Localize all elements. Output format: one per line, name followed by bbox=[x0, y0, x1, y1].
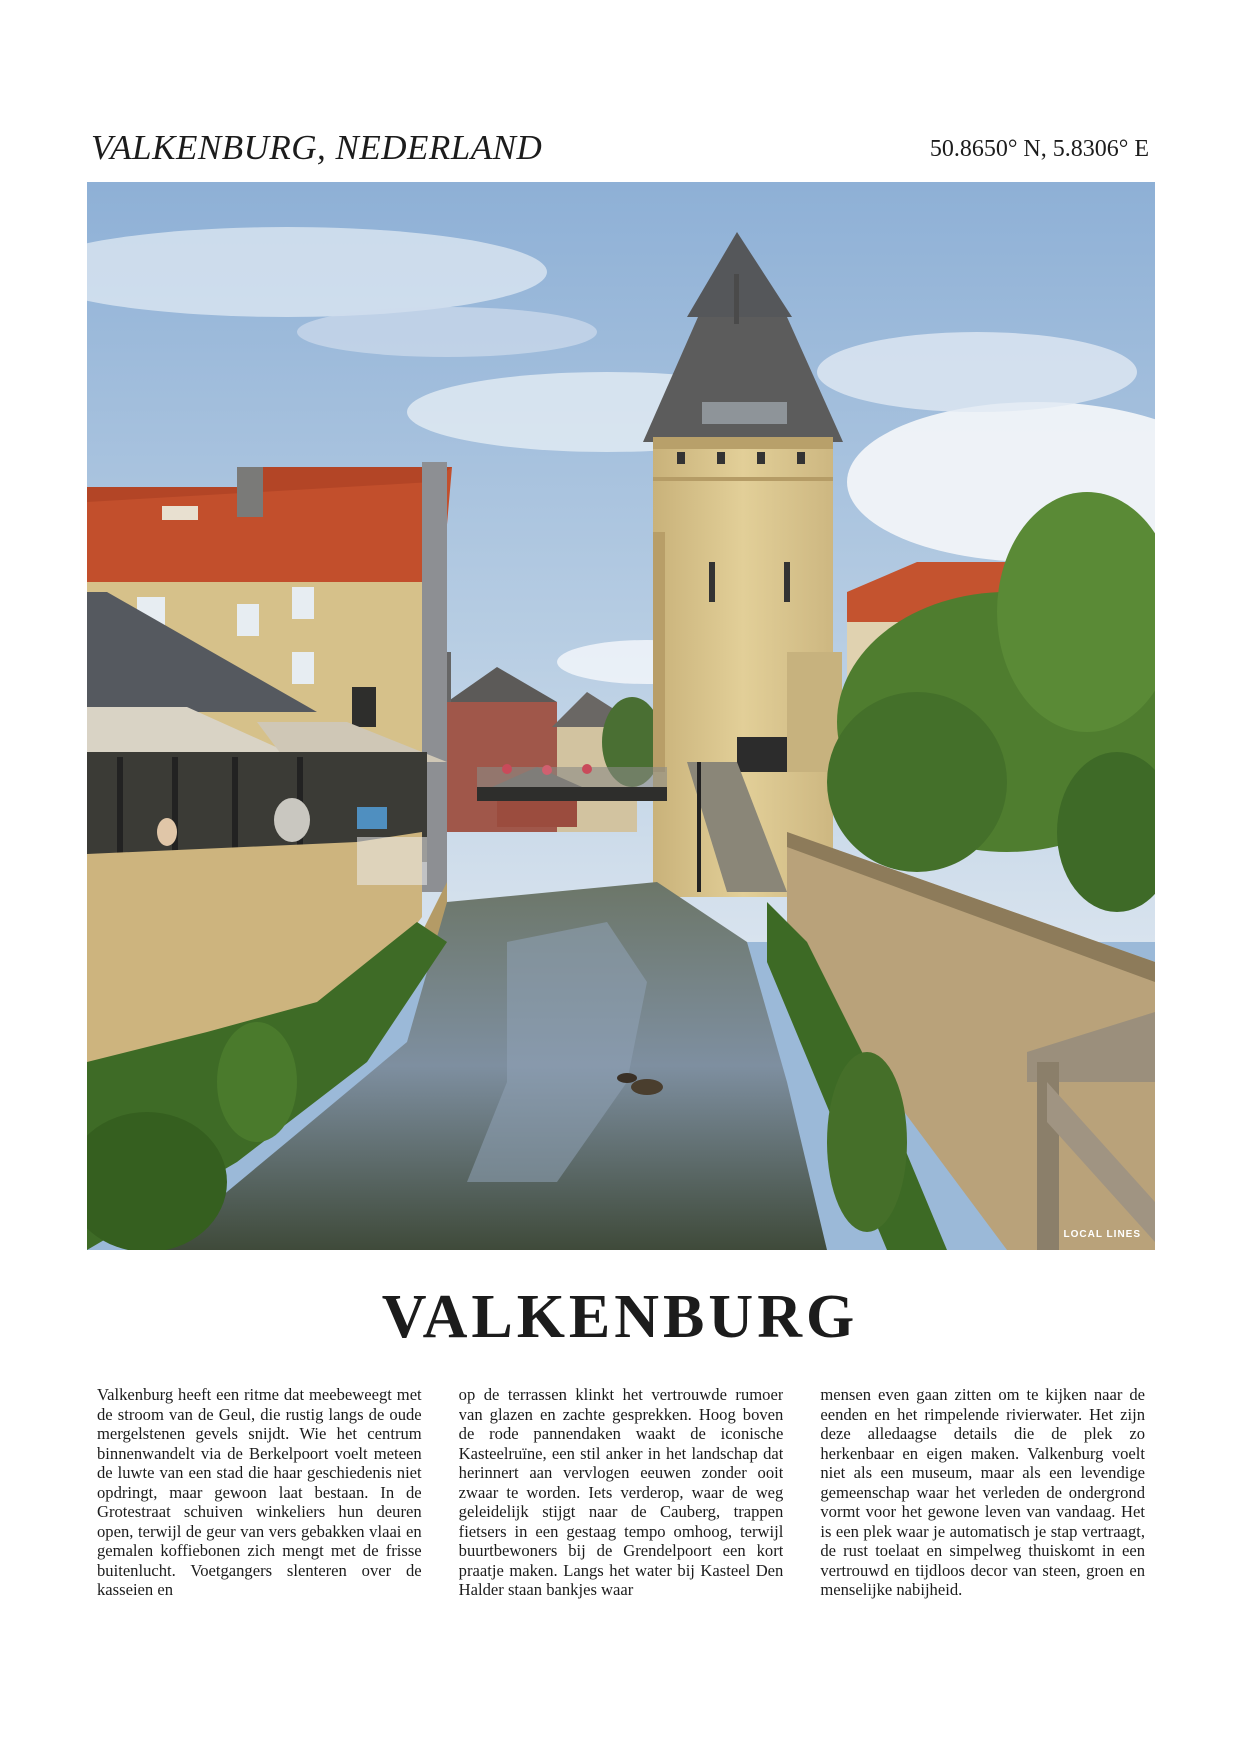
body-column-1: Valkenburg heeft een ritme dat meebeweegt met de stroom van de Geul, die rustig langs de oude mergelstenen gevels snijdt. Wie het centrum binnenwandelt via de Berkelpoort voelt meteen de luwte van een stad die haar geschiedenis niet opdringt, maar gewoon laat bestaan. In de Grotestraat schuiven winkeliers hun deuren open, terwijl de geur van vers gebakken vlaai en gemalen koffiebonen zich mengt met de frisse buitenlucht. Voetgangers slenteren over de kasseien en bbox=[97, 1385, 422, 1599]
coordinates: 50.8650° N, 5.8306° E bbox=[929, 136, 1149, 162]
body-text bbox=[97, 1385, 1145, 1625]
hero-photo bbox=[87, 182, 1155, 1250]
body-column-3: mensen even gaan zitten om te kijken naar de eenden en het rimpelende rivierwater. Het zijn deze alledaagse details die de plek zo herkenbaar en eigen maken. Valkenburg voelt niet als een museum, maar als een levendige gemeenschap waar het verleden de ondergrond vormt voor het gewone leven van vandaag. Het is een plek waar je automatisch je stap vertraagt, de rust toelaat en simpelweg thuiskomt in een vertrouwd en tijdloos decor van steen, groen en menselijke nabijheid. bbox=[820, 1385, 1146, 1599]
location-title: VALKENBURG, NEDERLAND bbox=[91, 128, 543, 167]
watermark: LOCAL LINES bbox=[1063, 1229, 1141, 1240]
page-title: VALKENBURG bbox=[381, 1283, 859, 1351]
valkenburg-scene-illustration bbox=[87, 182, 1155, 1250]
body-column-2: op de terrassen klinkt het vertrouwde rumoer van glazen en zachte gesprekken. Hoog boven de rode pannendaken waakt de iconische Kasteelruïne, een stil anker in het landschap dat herinnert aan vervlogen eeuwen zonder ooit zwaar te worden. Iets verderop, waar de weg geleidelijk stijgt naar de Cauberg, trappen fietsers in een gestaag tempo omhoog, terwijl buurtbewoners bij de Grendelpoort een kort praatje maken. Langs het water bij Kasteel Den Halder staan bankjes waar bbox=[458, 1385, 784, 1599]
